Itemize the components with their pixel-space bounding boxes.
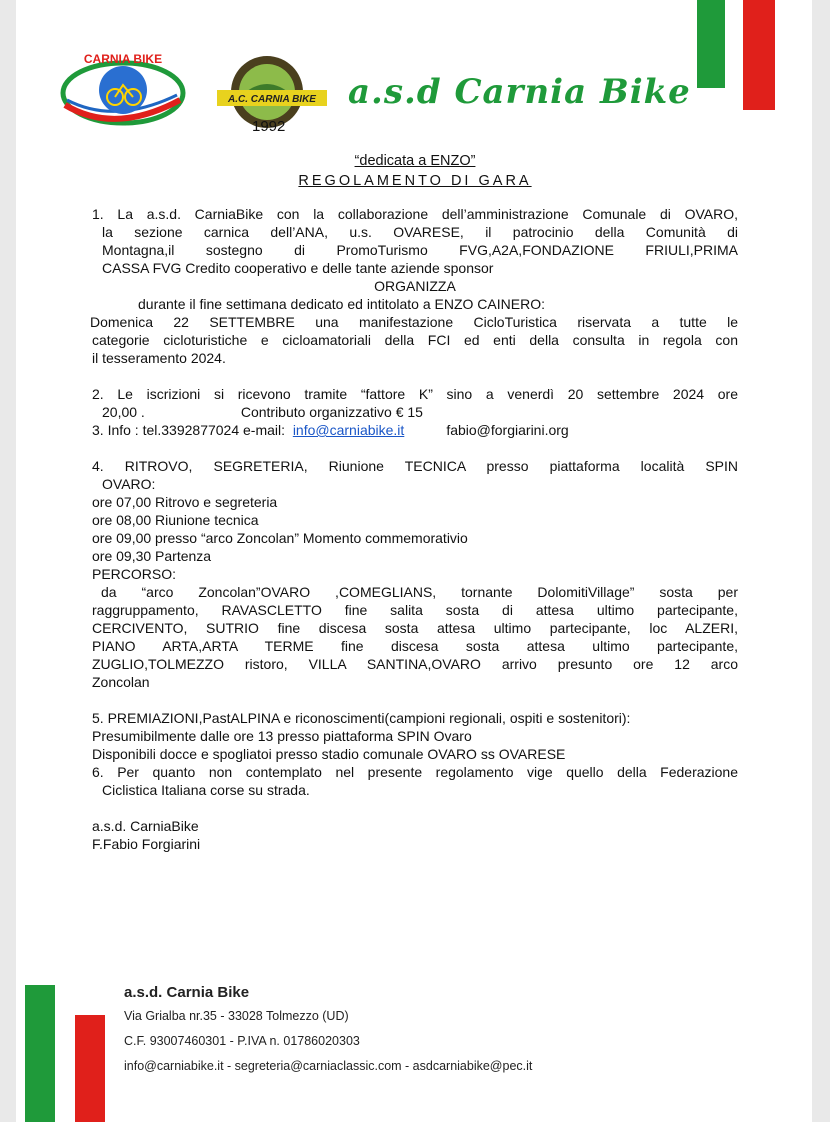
paragraph-4-line: CERCIVENTO, SUTRIO fine discesa sosta attesa ultimo partecipante, loc ALZERI, bbox=[92, 620, 738, 636]
paragraph-4-line: raggruppamento, RAVASCLETTO fine salita sosta di attesa ultimo partecipante, bbox=[92, 602, 738, 618]
paragraph-4-line: ore 07,00 Ritrovo e segreteria bbox=[92, 494, 278, 510]
paragraph-2-line bbox=[92, 403, 738, 421]
paragraph-1-line: Domenica 22 SETTEMBRE una manifestazione CicloTuristica riservata a tutte le bbox=[90, 314, 738, 330]
paragraph-4-line: 4. RITROVO, SEGRETERIA, Riunione TECNICA presso piattaforma località SPIN bbox=[92, 458, 738, 474]
info-prefix: 3. Info : tel.3392877024 e-mail: bbox=[92, 422, 286, 438]
footer-org-name: a.s.d. Carnia Bike bbox=[124, 984, 250, 1001]
signature-name: F.Fabio Forgiarini bbox=[92, 836, 201, 852]
paragraph-1-line: Montagna,il sostegno di PromoTurismo FVG,A2A,FONDAZIONE FRIULI,PRIMA bbox=[102, 242, 738, 258]
ac-carnia-bike-logo-text: A.C. CARNIA BIKE bbox=[228, 94, 316, 105]
paragraph-4-line: da “arco Zoncolan”OVARO ,COMEGLIANS, tornante DolomitiVillage” sosta per bbox=[101, 584, 738, 600]
regulation-title: REGOLAMENTO DI GARA bbox=[298, 173, 532, 189]
paragraph-5-line: Presumibilmente dalle ore 13 presso piattaforma SPIN Ovaro bbox=[92, 728, 472, 744]
footer-address: Via Grialba nr.35 - 33028 Tolmezzo (UD) bbox=[124, 1009, 349, 1023]
founding-year: 1992 bbox=[252, 118, 286, 135]
paragraph-1-line: 1. La a.s.d. CarniaBike con la collaborazione dell’amministrazione Comunale di OVARO, bbox=[92, 206, 738, 222]
paragraph-1-line: la sezione carnica dell’ANA, u.s. OVARESE, il patrocinio della Comunità di bbox=[102, 224, 738, 240]
organizza-label: ORGANIZZA bbox=[374, 278, 456, 294]
paragraph-3-line bbox=[92, 421, 738, 439]
paragraph-4-line: OVARO: bbox=[102, 476, 156, 492]
paragraph-6-line: 6. Per quanto non contemplato nel presente regolamento vige quello della Federazione bbox=[92, 764, 738, 780]
signature-org: a.s.d. CarniaBike bbox=[92, 818, 199, 834]
dedication-title: “dedicata a ENZO” bbox=[354, 153, 476, 169]
paragraph-1-line: il tesseramento 2024. bbox=[92, 350, 226, 366]
paragraph-1-line: CASSA FVG Credito cooperativo e delle tante aziende sponsor bbox=[102, 260, 494, 276]
email-link-info[interactable]: info@carniabike.it bbox=[292, 422, 405, 438]
paragraph-4-line: ZUGLIO,TOLMEZZO ristoro, VILLA SANTINA,OVARO arrivo presunto ore 12 arco bbox=[92, 656, 738, 672]
paragraph-4-line: PIANO ARTA,ARTA TERME fine discesa sosta attesa ultimo partecipante, bbox=[92, 638, 738, 654]
italian-flag-top bbox=[697, 0, 777, 110]
footer-fiscal: C.F. 93007460301 - P.IVA n. 01786020303 bbox=[124, 1034, 360, 1048]
carnia-bike-logo bbox=[55, 45, 190, 130]
carnia-bike-logo-text: CARNIA BIKE bbox=[83, 52, 163, 66]
paragraph-4-line: ore 09,00 presso “arco Zoncolan” Momento commemorativio bbox=[92, 530, 468, 546]
time-text: 20,00 . bbox=[102, 404, 145, 420]
regulation-body bbox=[92, 205, 738, 853]
email-fabio: fabio@forgiarini.org bbox=[446, 422, 569, 438]
footer bbox=[124, 984, 532, 1084]
paragraph-5-line: Disponibili docce e spogliatoi presso stadio comunale OVARO ss OVARESE bbox=[92, 746, 566, 762]
paragraph-1-line: durante il fine settimana dedicato ed intitolato a ENZO CAINERO: bbox=[138, 296, 545, 312]
paragraph-4-line: PERCORSO: bbox=[92, 566, 177, 582]
paragraph-4-line: Zoncolan bbox=[92, 674, 150, 690]
paragraph-6-line: Ciclistica Italiana corse su strada. bbox=[102, 782, 310, 798]
contribution-text: Contributo organizzativo € 15 bbox=[240, 404, 423, 420]
paragraph-5-line: 5. PREMIAZIONI,PastALPINA e riconoscimenti(campioni regionali, ospiti e sostenitori): bbox=[92, 710, 631, 726]
paragraph-4-line: ore 09,30 Partenza bbox=[92, 548, 212, 564]
footer-emails: info@carniabike.it - segreteria@carniaclassic.com - asdcarniabike@pec.it bbox=[124, 1059, 533, 1073]
paragraph-1-line: categorie cicloturistiche e cicloamatoriali della FCI ed enti della consulta in regola con bbox=[92, 332, 738, 348]
paragraph-4-line: ore 08,00 Riunione tecnica bbox=[92, 512, 259, 528]
paragraph-2-line: 2. Le iscrizioni si ricevono tramite “fattore K” sino a venerdì 20 settembre 2024 ore bbox=[92, 386, 738, 402]
brand-title: a.s.d Carnia Bike bbox=[348, 72, 691, 112]
